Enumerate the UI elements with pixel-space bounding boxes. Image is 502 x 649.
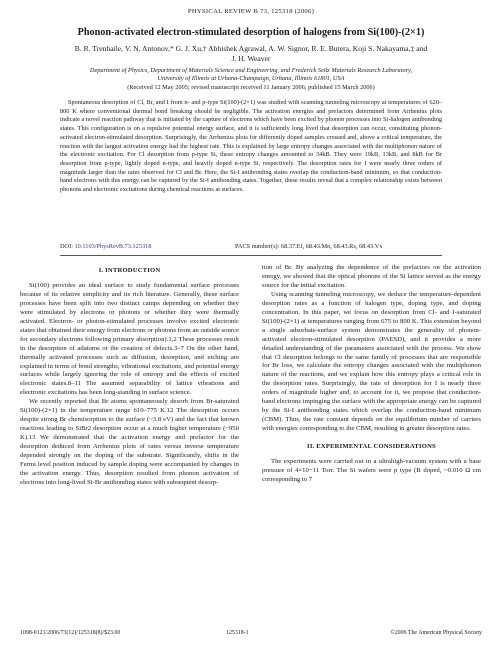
experimental-paragraph-1: The experiments were carried out in a ultrahigh-vacuum system with a base pressure of 4×10−11 Torr. The Si wafers were p type (B doped, ~0.010 Ω cm corresponding to 7 (262, 458, 481, 483)
section-heading-introduction: I. INTRODUCTION (98, 267, 161, 274)
running-head: PHYSICAL REVIEW B 73, 125318 (2006) (187, 8, 315, 15)
affiliation-line-2: University of Illinois at Urbana-Champaign, Urbana, Illinois 61801, USA (157, 75, 345, 83)
footer-copyright: ©2006 The American Physical Society (390, 630, 482, 636)
affiliation-line-1: Department of Physics, Department of Materials Science and Engineering, and Frederick Seitz Materials Research Laboratory, (89, 67, 413, 74)
doi-label: DOI: (60, 243, 75, 250)
section-heading-experimental: II. EXPERIMENTAL CONSIDERATIONS (307, 443, 436, 451)
intro-paragraph-1: Si(100) provides an ideal surface to study fundamental surface processes because of its relative simplicity and its rich literature. Generally, these surface processes have been split into two distinct camps depending on whether they were stimulated by electrons or photons or whether they were thermally activated. Electron- or photon-stimulated processes involve excited electronic states that obtained their energy from electrons or photons from an outside source for secondary electrons following primary absorption).1,2 These processes result in the desorption of adatoms or the creation of defects.3–7 On the other hand, thermally activated processes such as diffusion, desorption, and etching are explained in terms of bond strengths, vibrational excitations, and potential energy surfaces while largely ignoring the role of entropy and the effects of excited electronic states.8–11 The assumed separability of lattice vibrations and electronic excitations has been long-standing in surface science. (20, 281, 239, 397)
author-list (30, 44, 472, 64)
right-column (262, 264, 481, 485)
affiliation (30, 67, 472, 84)
author-line-1: B. R. Trenhaile, V. N. Antonov,* G. J. Xu,† Abhishek Agrawal, A. W. Signor, R. E. Butera, Koji S. Nakayama,‡ and (74, 44, 428, 53)
abstract: Spontaneous desorption of Cl, Br, and I from n- and p-type Si(100)-(2×1) was studied with scanning tunneling microscopy at temperatures of 620–800 K where conventional thermal bond breaking should be negligible. The activation energies and prefactors determined from Arrhenius plots indicate a novel reaction pathway that is initiated by the capture of electrons which have been excited by phonon processes into Si-halogen antibonding states. This configuration is on a repulsive potential energy surface, and it is sufficiently long lived that desorption can occur, constituting phonon-activated electron-stimulated desorption. Surprisingly, the Arrhenius plots for differently doped samples crossed and, above a critical temperature, the reaction with the largest activation energy had the highest rate. This is explained by large entropy changes associated with the multiphonon nature of the electronic excitation. For Cl desorption from p-type Si, these entropy changes amounted to 34kB. They were 19kB, 13kB, and 8kB for Br desorption from p-type, lightly doped n-type, and heavily doped n-type Si, respectively. The desorption rates for I were nearly three orders of magnitude larger than the rates observed for Cl and Br. Here, the Si-I antibonding states overlap the conduction-band minimum, so that conduction-band electrons with this energy can be captured by the Si-I antibonding states. Together, these results reveal that a complex relationship exists between phonons and electronic excitations during chemical reactions at surfaces. (60, 99, 442, 194)
footer-issn: 1098-0121/2006/73(12)/125318(8)/$23.00 (20, 630, 121, 636)
doi (60, 243, 151, 250)
doi-link[interactable]: 10.1103/PhysRevB.73.125318 (74, 243, 152, 250)
pacs-numbers: PACS number(s): 68.37.Ef, 68.43.Mn, 68.43.Rs, 68.43.Vx (235, 243, 383, 250)
intro-paragraph-4: Using scanning tunneling microscopy, we deduce the temperature-dependent desorption rates as a function of halogen type, doping type, and doping concentration. In this paper, we focus on desorption from Cl- and I-saturated Si(100)-(2×1) at temperatures ranging from 675 to 800 K. This extension beyond a single adsorbate-surface system demonstrates the generality of phonon-activated electron-stimulated desorption (PAESD), and it provides a more detailed understanding of the parameters associated with the process. We show that Cl desorption belongs to the same family of processes that are responsible for Br loss, we calculate the entropy changes associated with the multiphonon nature of the reactions, and we explain how this entropy plays a critical role in the desorption rates. Surprisingly, the rate of desorption for I is nearly three orders of magnitude higher and, to account for it, we propose that conduction-band electrons impinging the surface with the appropriate energy can be captured by the Si-I antibonding states which overlap the conduction-band minimum (CBM). Thus, the rate constant depends on the equilibrium number of carriers with energies corresponding to the CBM, resulting in greater desorption rates. (262, 290, 481, 433)
paper-title: Phonon-activated electron-stimulated desorption of halogens from Si(100)-(2×1) (77, 27, 425, 38)
header-divider (60, 255, 442, 256)
footer-page-number: 125318-1 (226, 630, 249, 636)
intro-paragraph-3: tion of Br. By analyzing the dependence of the prefactors on the activation energy, we showed that the optical phonons of the Si lattice served as the energy source for the initial excitation. (262, 264, 481, 289)
intro-paragraph-2: We recently reported that Br atoms spontaneously desorb from Br-saturated Si(100)-(2×1) in the temperature range 610–775 K.12 The desorption occurs despite strong Br chemisorption to the surface (~3.8 eV) and the fact that known reactions leading to SiBr2 desorption occur at a much higher temperature (~950 K).13 We demonstrated that the activation energy and prefactor for the desorption deduced from Arrhenius plots of rates versus inverse temperature depended strongly on the doping of the substrate. Significantly, shifts in the Fermi level position induced by sample doping were accompanied by changes in the activation energy. Thus, desorption resulted from phonon activation of electrons into long-lived Si-Br antibonding states with subsequent desorp- (20, 398, 239, 486)
left-column (20, 264, 239, 488)
received-dates: (Received 12 May 2005; revised manuscript received 11 January 2006; published 15 March 2006) (127, 84, 375, 91)
author-line-2: J. H. Weaver (231, 54, 271, 63)
